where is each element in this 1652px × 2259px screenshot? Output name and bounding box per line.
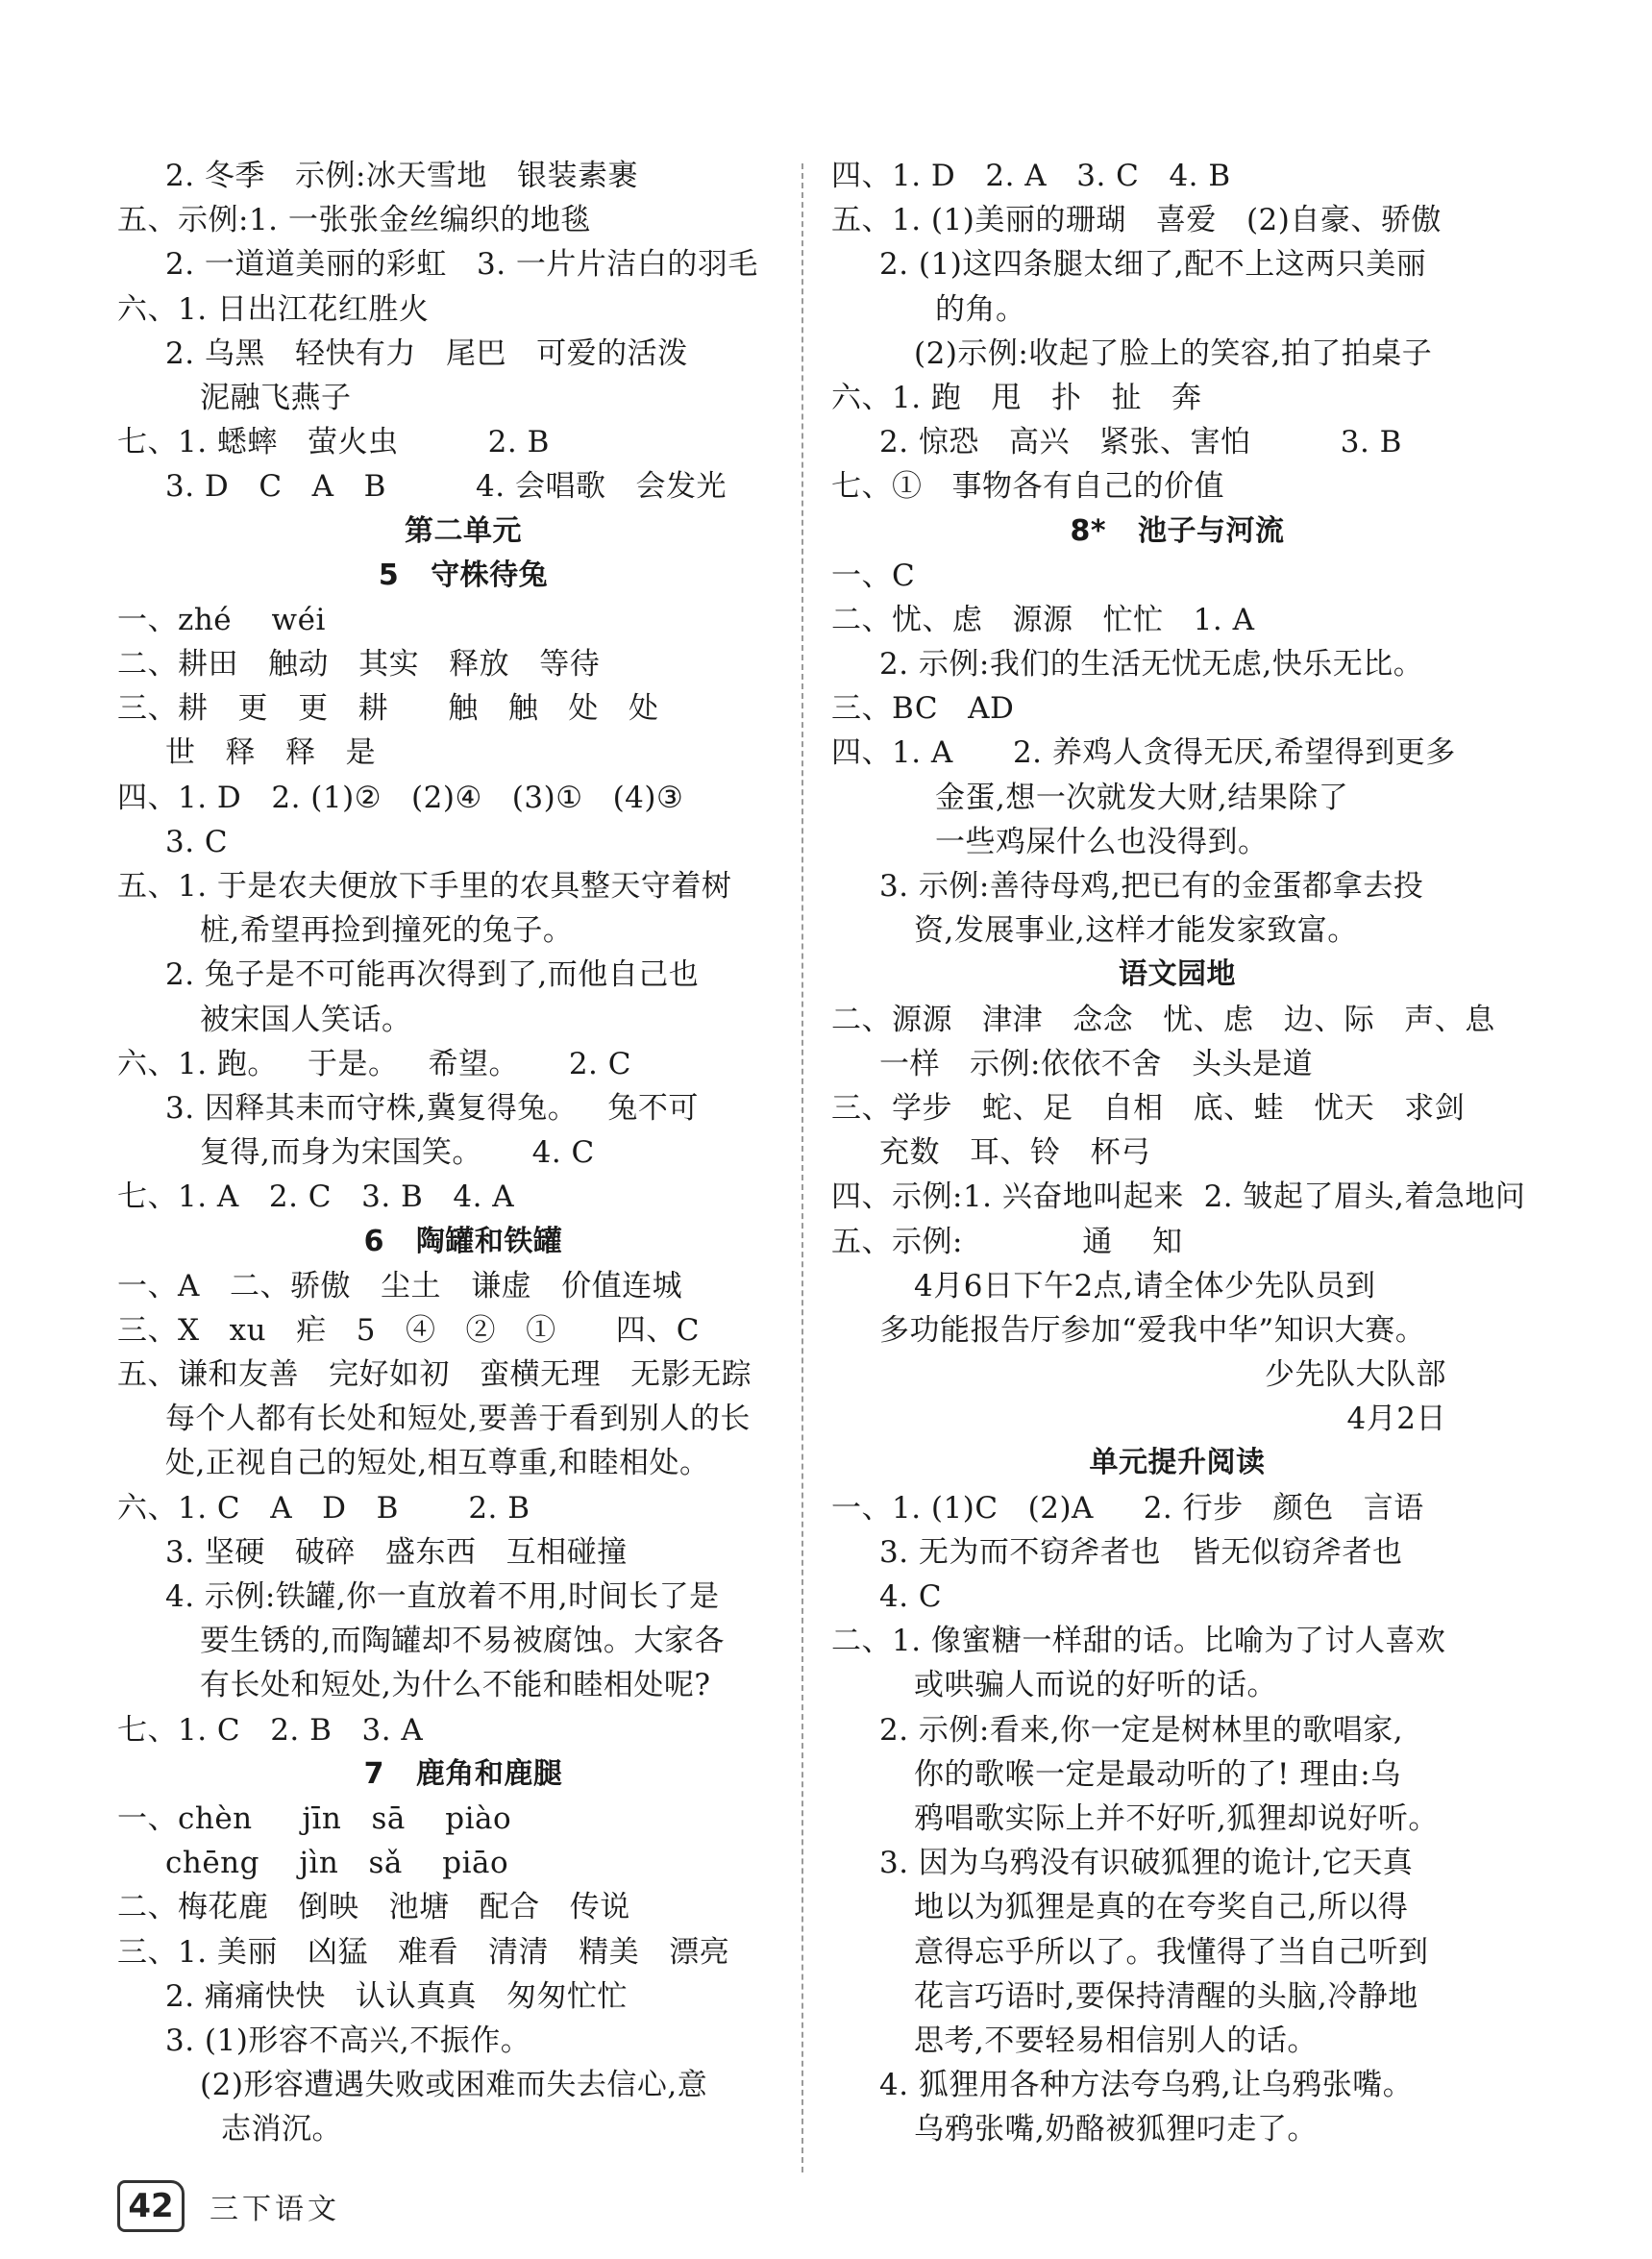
section-heading: 8* 池子与河流 [1070,513,1285,548]
answer-line: 4月6日下午2点,请全体少先队员到 [914,1268,1376,1303]
answer-line: 志消沉。 [221,2112,342,2147]
answer-line: 六、1. 跑 甩 扑 扯 奔 [831,380,1202,415]
answer-line: 你的歌喉一定是最动听的了! 理由:乌 [914,1756,1401,1792]
answer-line: 金蛋,想一次就发大财,结果除了 [935,780,1349,815]
answer-line: 要生锈的,而陶罐却不易被腐蚀。大家各 [200,1624,725,1659]
answer-line: 世 释 释 是 [165,735,377,771]
answer-line: 2. 痛痛快快 认认真真 匆匆忙忙 [165,1978,629,2014]
section-heading: 单元提升阅读 [1089,1446,1266,1480]
answer-line: 2. 惊恐 高兴 紧张、害怕 3. B [879,425,1402,460]
answer-line: 桩,希望再捡到撞死的兔子。 [200,913,574,949]
answer-line: 或哄骗人而说的好听的话。 [914,1668,1277,1703]
answer-line: 五、谦和友善 完好如初 蛮横无理 无影无踪 [117,1357,752,1393]
answer-line: 二、梅花鹿 倒映 池塘 配合 传说 [117,1890,630,1925]
answer-line: 一、zhé wéi [117,602,326,637]
answer-line: 2. 一道道美丽的彩虹 3. 一片片洁白的羽毛 [165,247,758,283]
answer-line: 多功能报告厅参加“爱我中华”知识大赛。 [879,1312,1426,1348]
section-heading: 5 守株待兔 [378,558,549,592]
answer-line: 一样 示例:依依不舍 头头是道 [879,1046,1314,1081]
answer-line: 四、1. D 2. A 3. C 4. B [831,159,1231,193]
answer-line: 4. C [879,1579,943,1614]
answer-line: 花言巧语时,要保持清醒的头脑,冷静地 [914,1978,1418,2014]
answer-line: 3. D C A B 4. 会唱歌 会发光 [165,469,727,505]
answer-line: (2)示例:收起了脸上的笑容,拍了拍桌子 [914,335,1433,371]
answer-line: 地以为狐狸是真的在夸奖自己,所以得 [914,1890,1409,1925]
answer-line: 的角。 [935,291,1026,327]
answer-line: 思考,不要轻易相信别人的话。 [914,2023,1318,2058]
book-label: 三下语文 [210,2193,340,2226]
section-heading: 6 陶罐和铁罐 [363,1224,563,1258]
answer-line: 3. 坚硬 破碎 盛东西 互相碰撞 [165,1534,628,1570]
answer-line: chēng jìn sǎ piāo [165,1846,509,1881]
answer-line: 4. 狐狸用各种方法夸乌鸦,让乌鸦张嘴。 [879,2068,1414,2103]
answer-line: 2. 乌黑 轻快有力 尾巴 可爱的活泼 [165,335,688,371]
answer-line: 充数 耳、铃 杯弓 [879,1135,1151,1171]
answer-line: 六、1. 日出江花红胜火 [117,291,430,327]
answer-line: 意得忘乎所以了。我懂得了当自己听到 [914,1934,1429,1970]
page-footer [117,2177,340,2235]
answer-line: 六、1. 跑。 于是。 希望。 2. C [117,1046,631,1081]
answer-line: 五、1. 于是农夫便放下手里的农具整天守着树 [117,869,732,904]
answer-line: 三、BC AD [831,691,1015,727]
answer-line: 每个人都有长处和短处,要善于看到别人的长 [165,1402,751,1437]
answer-line: 被宋国人笑话。 [200,1002,412,1037]
answer-line: 五、1. (1)美丽的珊瑚 喜爱 (2)自豪、骄傲 [831,203,1442,238]
answer-line: 七、1. A 2. C 3. B 4. A [117,1179,515,1215]
section-heading: 第二单元 [405,513,522,548]
answer-line: 二、耕田 触动 其实 释放 等待 [117,647,601,683]
answer-line: 有长处和短处,为什么不能和睦相处呢? [200,1668,711,1703]
answer-line: 2. (1)这四条腿太细了,配不上这两只美丽 [879,247,1427,283]
answer-line: 五、示例:1. 一张张金丝编织的地毯 [117,203,591,238]
answer-line: 2. 冬季 示例:冰天雪地 银装素裹 [165,159,638,193]
answer-line: 一些鸡屎什么也没得到。 [935,824,1269,859]
answer-line: 一、chèn jīn sā piào [117,1800,512,1836]
answer-line: 一、C [831,558,916,593]
answer-line: 七、1. 蟋蟀 萤火虫 2. B [117,425,550,460]
answer-line: 3. C [165,824,229,859]
answer-line: 4. 示例:铁罐,你一直放着不用,时间长了是 [165,1579,720,1614]
section-heading: 7 鹿角和鹿腿 [363,1756,563,1791]
answer-line: 三、X xu 疟 5 ④ ② ① 四、C [117,1312,700,1348]
answer-line: 一、1. (1)C (2)A 2. 行步 颜色 言语 [831,1490,1424,1526]
answer-line: 少先队大队部 [1265,1357,1446,1393]
answer-line: 2. 示例:我们的生活无忧无虑,快乐无比。 [879,647,1424,683]
answer-line: 2. 兔子是不可能再次得到了,而他自己也 [165,957,700,993]
answer-line: 二、源源 津津 念念 忧、虑 边、际 声、息 [831,1002,1495,1037]
left-column [117,154,809,2151]
right-column [831,154,1526,2151]
answer-line: 六、1. C A D B 2. B [117,1490,530,1526]
answer-line: 二、忧、虑 源源 忙忙 1. A [831,602,1255,637]
answer-line: 乌鸦张嘴,奶酪被狐狸叼走了。 [914,2112,1318,2147]
answer-line: 复得,而身为宋国笑。 4. C [200,1135,595,1171]
answer-line: (2)形容遭遇失败或困难而失去信心,意 [200,2068,708,2103]
answer-line: 四、1. A 2. 养鸡人贪得无厌,希望得到更多 [831,735,1456,771]
answer-line: 二、1. 像蜜糖一样甜的话。比喻为了讨人喜欢 [831,1624,1446,1659]
page-number: 42 [117,2180,185,2232]
answer-line: 3. (1)形容不高兴,不振作。 [165,2023,531,2058]
answer-line: 处,正视自己的短处,相互尊重,和睦相处。 [165,1446,710,1481]
answer-line: 4月2日 [1346,1402,1446,1437]
answer-line: 3. 因释其耒而守株,冀复得兔。 兔不可 [165,1090,699,1126]
answer-line: 3. 示例:善待母鸡,把已有的金蛋都拿去投 [879,869,1424,904]
answer-line: 七、1. C 2. B 3. A [117,1712,424,1748]
answer-line: 五、示例: 通 知 [831,1224,1183,1259]
answer-line: 3. 无为而不窃斧者也 皆无似窃斧者也 [879,1534,1403,1570]
answer-line: 三、学步 蛇、足 自相 底、蛙 忧天 求剑 [831,1090,1466,1126]
answer-line: 四、1. D 2. (1)② (2)④ (3)① (4)③ [117,780,684,815]
answer-line: 2. 示例:看来,你一定是树林里的歌唱家, [879,1712,1404,1748]
answer-line: 四、示例:1. 兴奋地叫起来 2. 皱起了眉头,着急地问 [831,1179,1526,1215]
column-divider [801,163,803,2172]
answer-line: 三、1. 美丽 凶猛 难看 清清 精美 漂亮 [117,1934,730,1970]
section-heading: 语文园地 [1119,957,1236,992]
answer-line: 泥融飞燕子 [200,380,352,415]
answer-line: 一、A 二、骄傲 尘土 谦虚 价值连城 [117,1268,683,1303]
answer-line: 3. 因为乌鸦没有识破狐狸的诡计,它天真 [879,1846,1414,1881]
answer-line: 鸦唱歌实际上并不好听,狐狸却说好听。 [914,1800,1439,1836]
answer-line: 三、耕 更 更 耕 触 触 处 处 [117,691,659,727]
answer-line: 资,发展事业,这样才能发家致富。 [914,913,1358,949]
answer-line: 七、① 事物各有自己的价值 [831,469,1225,505]
